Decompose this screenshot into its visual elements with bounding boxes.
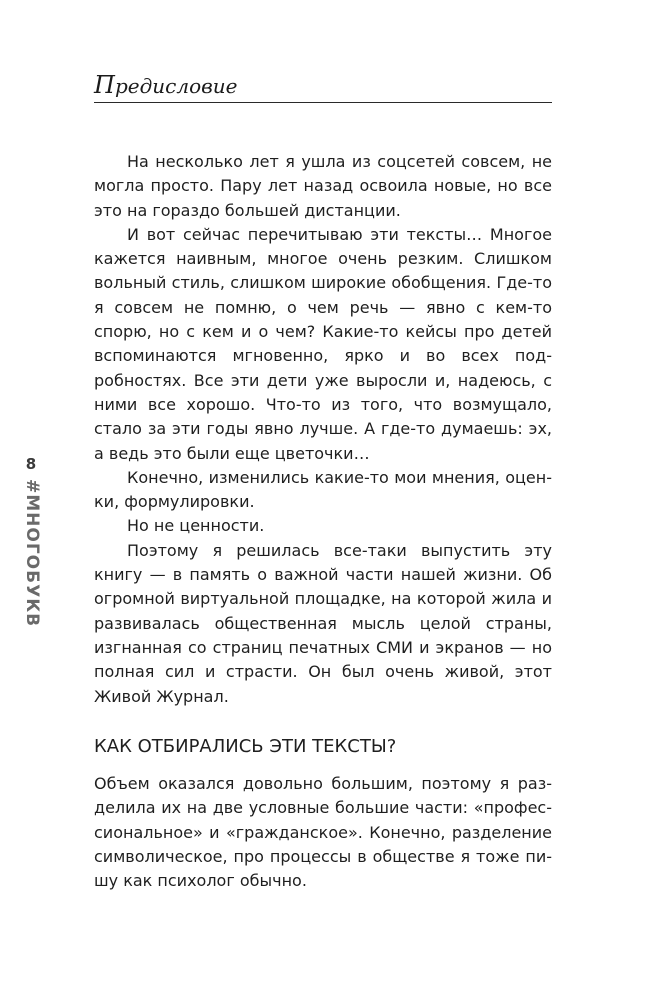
paragraph: Конечно, изменились какие-то мои мнения, оценки, формулировки. (94, 467, 552, 512)
paragraph: Но не ценности. (127, 516, 265, 536)
paragraph: Объем оказался довольно большим, поэтому я разделила их на две условные большие части: «профессиональное» и «гражданское». Конечно, разделение символическое, про процессы в обществе я тоже пишу как психолог обычно. (94, 774, 552, 891)
brand-hashtag: #МНОГОБУКВ (22, 479, 42, 628)
section-text (94, 772, 552, 893)
running-head-initial: П (94, 71, 115, 99)
paragraph: И вот сейчас перечитываю эти тексты… Многое кажется наивным, многое очень резким. Слишком вольный стиль, слишком широкие обобщения. Где-то я совсем не помню, о чем речь — явно с кем-то спорю, но с кем и о чем? Какие-то кейсы про детей вспоминаются мгновенно, ярко и во всех подробностях. Все эти дети уже выросли и, надеюсь, с ними все хорошо. Что-то из того, что возмущало, стало за эти годы явно лучше. А где-то думаешь: эх, а ведь это были еще цветочки… (94, 224, 552, 463)
running-head-title: редисловие (114, 74, 238, 98)
body-text (94, 150, 552, 709)
page-number: 8 (25, 455, 37, 473)
side-tab (13, 455, 49, 635)
paragraph: Поэтому я решилась все-таки выпустить эту книгу — в память о важной части нашей жизни. Об огромной виртуальной площадке, на которой жила и развивалась общественная мысль целой страны, изгнанная со страниц печатных СМИ и экранов — но полная сил и страсти. Он был очень живой, этот Живой Журнал. (94, 540, 552, 706)
section-heading: КАК ОТБИРАЛИСЬ ЭТИ ТЕКСТЫ? (94, 736, 397, 757)
running-head (94, 72, 552, 103)
paragraph: На несколько лет я ушла из соцсетей совсем, не могла просто. Пару лет назад освоила новые, но все это на гораздо большей дистанции. (94, 152, 552, 220)
